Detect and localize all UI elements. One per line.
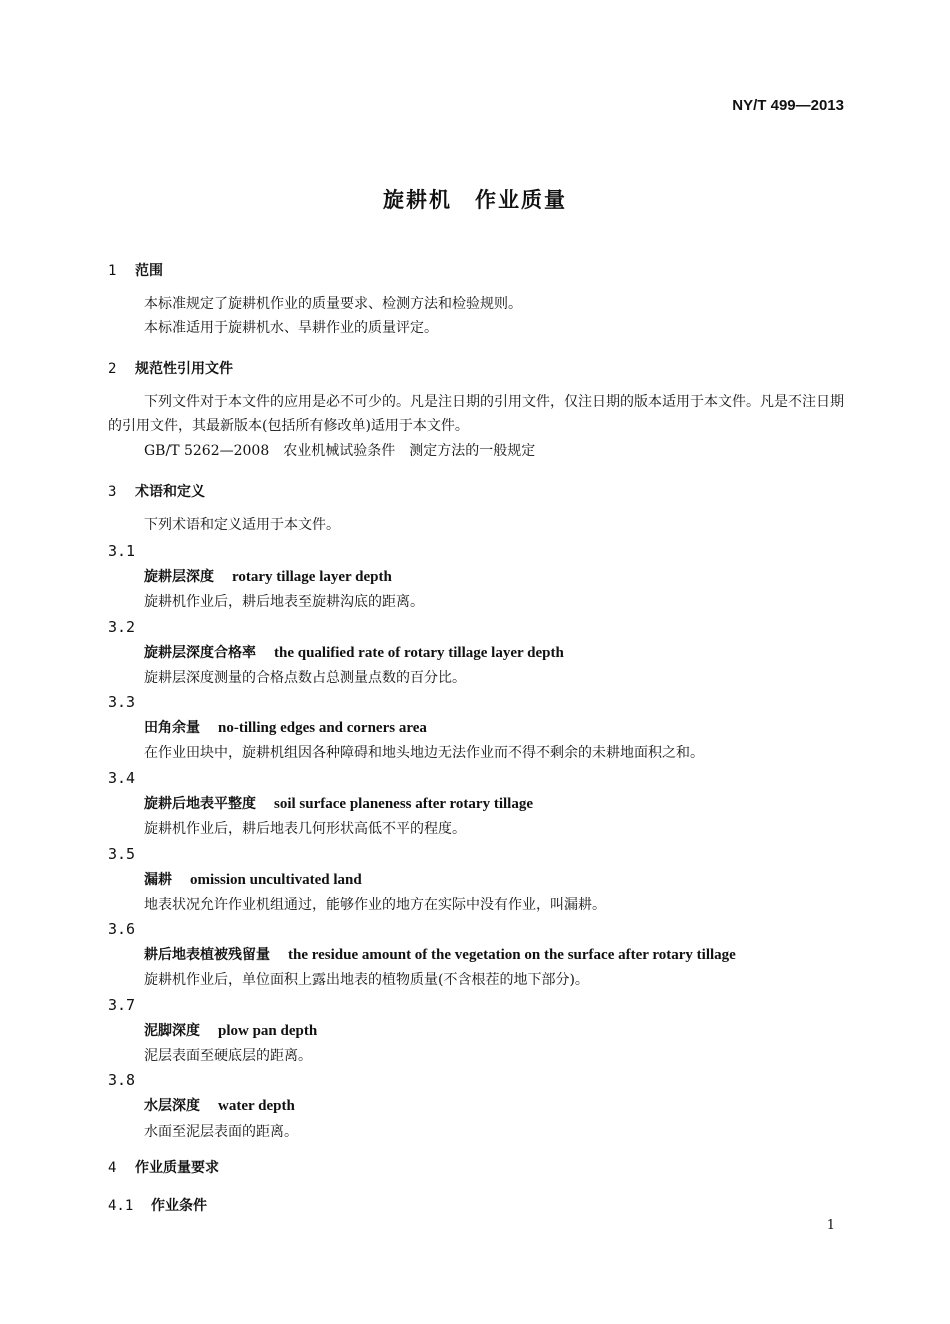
paragraph: 本标准适用于旋耕机水、旱耕作业的质量评定。 [144,320,438,336]
term-title [144,944,736,964]
section-title: 范围 [135,263,163,279]
section-4-heading [108,1157,219,1177]
term-zh: 水层深度 [144,1098,200,1114]
term-en: omission uncultivated land [190,872,362,888]
page-number: 1 [826,1218,835,1233]
paragraph: 下列术语和定义适用于本文件。 [144,517,340,533]
term-en: no-tilling edges and corners area [218,720,427,736]
term-definition: 旋耕机作业后，耕后地表几何形状高低不平的程度。 [144,821,466,837]
term-title [144,793,533,813]
term-title [144,869,362,889]
term-definition: 在作业田块中，旋耕机组因各种障碍和地头地边无法作业而不得不剩余的未耕地面积之和。 [144,745,704,761]
subsection-4-1-heading [108,1195,207,1215]
section-title: 规范性引用文件 [135,361,233,377]
term-title [144,1020,317,1040]
section-title: 术语和定义 [135,484,205,500]
section-2-heading [108,358,233,378]
section-number: 4 [108,1160,117,1176]
term-title [144,566,392,586]
subsection-title: 作业条件 [151,1198,207,1214]
normative-reference: GB/T 5262—2008 农业机械试验条件 测定方法的一般规定 [144,443,536,459]
term-definition: 旋耕机作业后，耕后地表至旋耕沟底的距离。 [144,594,424,610]
term-title [144,717,427,737]
term-en: the qualified rate of rotary tillage layer depth [274,645,564,661]
document-title: 旋耕机 作业质量 [383,188,567,212]
paragraph: 下列文件对于本文件的应用是必不可少的。凡是注日期的引用文件，仅注日期的版本适用于本文件。凡是不注日期的引用文件，其最新版本(包括所有修改单)适用于本文件。 [108,394,844,434]
term-zh: 漏耕 [144,872,172,888]
standard-code: NY/T 499—2013 [732,97,844,114]
section-1-heading [108,260,163,280]
term-en: water depth [218,1098,295,1114]
term-definition: 地表状况允许作业机组通过，能够作业的地方在实际中没有作业，叫漏耕。 [144,897,606,913]
term-number: 3.4 [108,769,136,787]
term-definition: 旋耕层深度测量的合格点数占总测量点数的百分比。 [144,670,466,686]
term-definition: 泥层表面至硬底层的距离。 [144,1048,312,1064]
term-en: rotary tillage layer depth [232,569,392,585]
paragraph: 本标准规定了旋耕机作业的质量要求、检测方法和检验规则。 [144,296,522,312]
term-number: 3.6 [108,920,136,938]
term-zh: 田角余量 [144,720,200,736]
term-number: 3.2 [108,618,136,636]
section-3-heading [108,481,205,501]
term-en: soil surface planeness after rotary tillage [274,796,533,812]
term-number: 3.7 [108,996,136,1014]
term-zh: 泥脚深度 [144,1023,200,1039]
term-number: 3.3 [108,693,136,711]
term-zh: 旋耕后地表平整度 [144,796,256,812]
term-definition: 水面至泥层表面的距离。 [144,1124,298,1140]
term-title [144,642,564,662]
term-en: the residue amount of the vegetation on the surface after rotary tillage [288,947,736,963]
term-number: 3.1 [108,542,136,560]
term-zh: 旋耕层深度 [144,569,214,585]
section-number: 3 [108,484,117,500]
term-title [144,1095,295,1115]
term-number: 3.8 [108,1071,136,1089]
subsection-number: 4.1 [108,1198,134,1214]
term-definition: 旋耕机作业后，单位面积上露出地表的植物质量(不含根茬的地下部分)。 [144,972,589,988]
term-en: plow pan depth [218,1023,318,1039]
section-number: 1 [108,263,117,279]
section-title: 作业质量要求 [135,1160,219,1176]
term-zh: 耕后地表植被残留量 [144,947,270,963]
term-zh: 旋耕层深度合格率 [144,645,256,661]
term-number: 3.5 [108,845,136,863]
section-number: 2 [108,361,117,377]
